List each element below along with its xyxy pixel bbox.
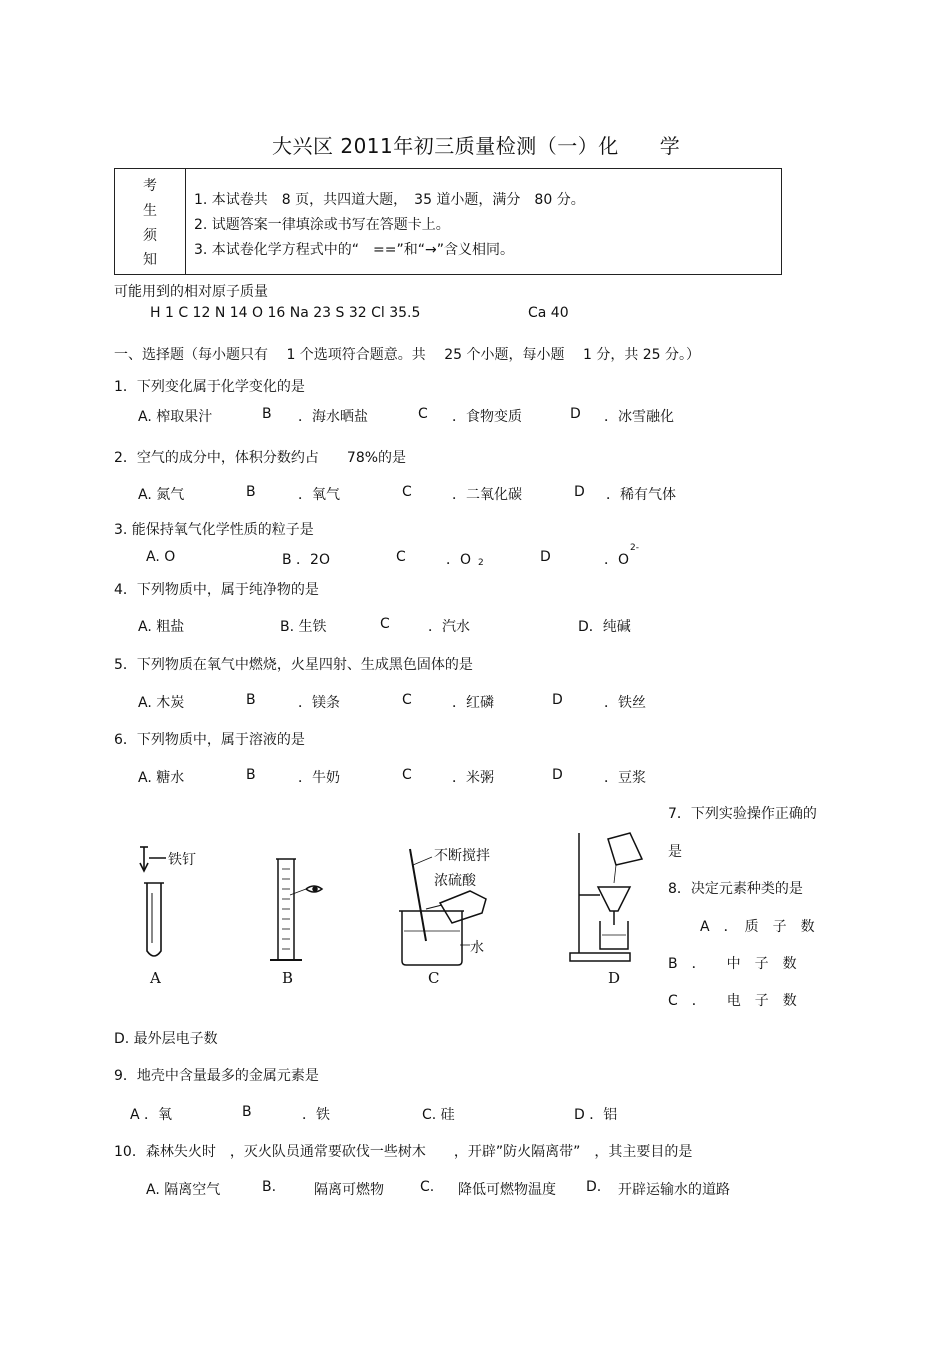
- q7-stem-cont: 是: [668, 844, 682, 860]
- q8-option-a: A ． 质 子 数: [700, 919, 815, 935]
- atomic-mass-ca: Ca 40: [528, 305, 569, 321]
- q2-option-d-letter: D: [574, 484, 585, 500]
- q3-option-c-letter: C: [396, 549, 406, 565]
- q9-stem: 9．地壳中含量最多的金属元素是: [114, 1068, 319, 1084]
- q9-option-a: A ．氧: [130, 1107, 173, 1123]
- q10-option-c-text: 降低可燃物温度: [458, 1182, 556, 1198]
- q1-option-a: A. 榨取果汁: [138, 409, 213, 425]
- q3-option-d-superscript: 2-: [630, 543, 639, 553]
- figure-nail-label: 铁钉: [168, 852, 196, 868]
- q6-option-d-text: ．豆浆: [604, 770, 646, 786]
- q5-option-b-letter: B: [246, 692, 256, 708]
- notice-side-4: 知: [143, 252, 157, 268]
- q4-option-a: A. 粗盐: [138, 619, 185, 635]
- q1-stem: 1．下列变化属于化学变化的是: [114, 379, 305, 395]
- q8-stem: 8．决定元素种类的是: [668, 881, 803, 897]
- figure-stir-label: 不断搅拌: [434, 848, 490, 864]
- q10-option-c-letter: C.: [420, 1179, 435, 1195]
- figure-c-label: C: [428, 969, 440, 987]
- q3-option-c-subscript: 2: [478, 558, 484, 568]
- q9-option-b-letter: B: [242, 1104, 252, 1120]
- q2-option-a: A. 氮气: [138, 487, 185, 503]
- figure-water-label: 水: [470, 940, 484, 956]
- q4-option-b: B. 生铁: [280, 619, 327, 635]
- notice-divider: [185, 169, 186, 274]
- notice-side-3: 须: [143, 228, 157, 244]
- page-title: 大兴区 2011年初三质量检测（一）化 学: [272, 134, 681, 158]
- q3-option-d-text: ．O: [604, 552, 630, 568]
- figure-acid-label: 浓硫酸: [434, 873, 476, 889]
- q1-option-b-letter: B: [262, 406, 272, 422]
- notice-item-3: 3. 本试卷化学方程式中的“ ==”和“→”含义相同。: [194, 242, 515, 258]
- q3-option-b: B ．2O: [282, 552, 330, 568]
- notice-item-1: 1. 本试卷共 8 页，共四道大题， 35 道小题，满分 80 分。: [194, 192, 585, 208]
- q10-option-b-letter: B.: [262, 1179, 277, 1195]
- experiment-figure: [130, 825, 650, 990]
- q6-stem: 6．下列物质中，属于溶液的是: [114, 732, 305, 748]
- q8-option-d: D. 最外层电子数: [114, 1031, 218, 1047]
- q1-option-d-text: ．冰雪融化: [604, 409, 674, 425]
- q9-option-b-text: ．铁: [302, 1107, 330, 1123]
- section-heading: 一、选择题（每小题只有 1 个选项符合题意。共 25 个小题，每小题 1 分，共 25 分。）: [114, 347, 701, 363]
- q6-option-c-letter: C: [402, 767, 412, 783]
- q6-option-c-text: ．米粥: [452, 770, 494, 786]
- atomic-mass-values: H 1 C 12 N 14 O 16 Na 23 S 32 Cl 35.5: [150, 305, 421, 321]
- q2-stem: 2．空气的成分中，体积分数约占 78%的是: [114, 450, 407, 466]
- atomic-mass-label: 可能用到的相对原子质量: [114, 284, 268, 300]
- q5-option-d-text: ．铁丝: [604, 695, 646, 711]
- q2-option-b-letter: B: [246, 484, 256, 500]
- q10-option-d-letter: D.: [586, 1179, 602, 1195]
- notice-side-2: 生: [143, 203, 157, 219]
- q5-option-b-text: ．镁条: [298, 695, 340, 711]
- q6-option-a: A. 糖水: [138, 770, 185, 786]
- figure-a-label: A: [150, 969, 161, 987]
- q3-stem: 3. 能保持氧气化学性质的粒子是: [114, 522, 314, 538]
- q4-option-c-letter: C: [380, 616, 390, 632]
- notice-item-2: 2. 试题答案一律填涂或书写在答题卡上。: [194, 217, 450, 233]
- q5-option-c-text: ．红磷: [452, 695, 494, 711]
- q5-option-d-letter: D: [552, 692, 563, 708]
- q2-option-b-text: ．氧气: [298, 487, 340, 503]
- q4-option-d: D．纯碱: [578, 619, 631, 635]
- q4-stem: 4．下列物质中，属于纯净物的是: [114, 582, 319, 598]
- notice-side-1: 考: [143, 178, 157, 194]
- q3-option-c-text: ．O: [446, 552, 472, 568]
- q2-option-c-letter: C: [402, 484, 412, 500]
- q1-option-d-letter: D: [570, 406, 581, 422]
- q3-option-d-letter: D: [540, 549, 551, 565]
- q1-option-b-text: ．海水晒盐: [298, 409, 368, 425]
- q8-option-c: C ． 电 子 数: [668, 993, 797, 1009]
- q10-option-d-text: 开辟运输水的道路: [618, 1182, 730, 1198]
- q1-option-c-letter: C: [418, 406, 428, 422]
- q7-stem: 7．下列实验操作正确的: [668, 806, 817, 822]
- q2-option-c-text: ．二氧化碳: [452, 487, 522, 503]
- q8-option-b: B ． 中 子 数: [668, 956, 797, 972]
- q5-option-a: A. 木炭: [138, 695, 185, 711]
- q9-option-d: D ．铝: [574, 1107, 618, 1123]
- experiment-drawings: [130, 825, 650, 990]
- q6-option-b-text: ．牛奶: [298, 770, 340, 786]
- q3-option-a: A. O: [146, 549, 176, 565]
- figure-d-label: D: [608, 969, 621, 987]
- figure-d-filtration: [570, 833, 642, 961]
- q5-stem: 5．下列物质在氧气中燃烧，火星四射、生成黑色固体的是: [114, 657, 473, 673]
- q2-option-d-text: ．稀有气体: [606, 487, 676, 503]
- q6-option-b-letter: B: [246, 767, 256, 783]
- notice-box: [114, 168, 782, 275]
- figure-a-test-tube: [140, 847, 166, 956]
- q10-stem: 10．森林失火时 ，灭火队员通常要砍伐一些树木 ，开辟”防火隔离带” ，其主要目的是: [114, 1144, 693, 1160]
- q9-option-c: C. 硅: [422, 1107, 455, 1123]
- q1-option-c-text: ．食物变质: [452, 409, 522, 425]
- q6-option-d-letter: D: [552, 767, 563, 783]
- figure-b-label: B: [282, 969, 294, 987]
- q5-option-c-letter: C: [402, 692, 412, 708]
- q4-option-c-text: ．汽水: [428, 619, 470, 635]
- q10-option-b-text: 隔离可燃物: [314, 1182, 384, 1198]
- figure-b-cylinder: [270, 859, 322, 960]
- q10-option-a: A. 隔离空气: [146, 1182, 221, 1198]
